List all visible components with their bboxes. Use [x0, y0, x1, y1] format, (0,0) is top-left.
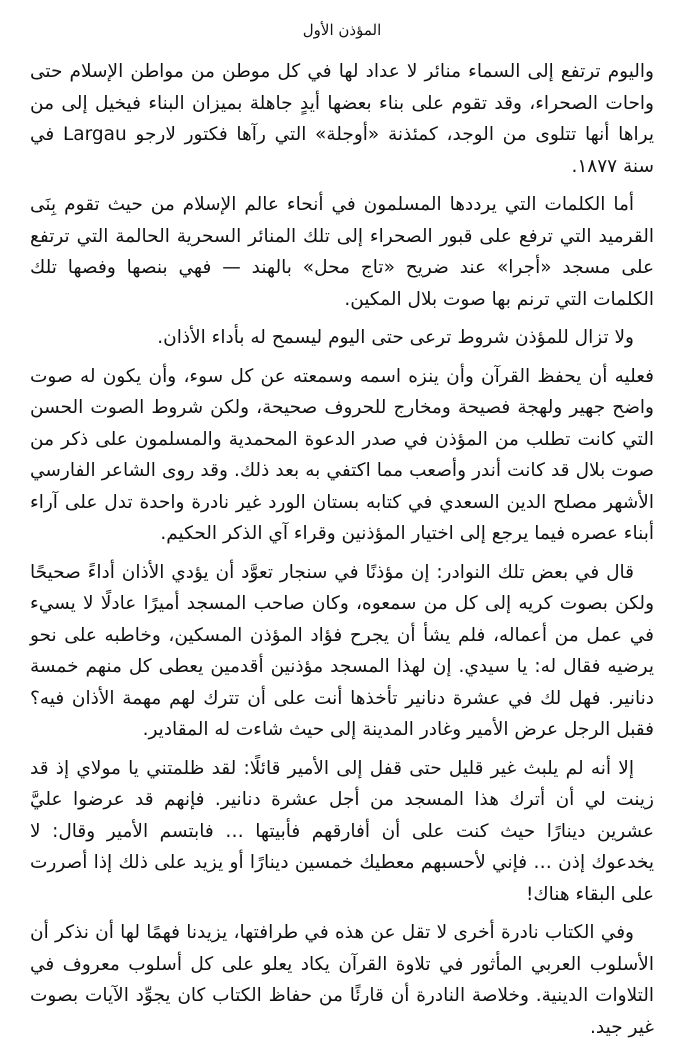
- paragraph-emir-reply: إلا أنه لم يلبث غير قليل حتى قفل إلى الأمير قائلًا: لقد ظلمتني يا مولاي إذ قد زينت لي أن أترك هذا المسجد من أجل عشرة دنانير. فإنهم قد عرضوا عليَّ عشرين دينارًا حيث كنت على أن أفارقهم فأبيتها … فابتسم الأمير وقال: لا يخدعوك إذن … فإني لأحسبهم معطيك خمسين دينارًا أو يزيد على ذلك إذا أصررت على البقاء هناك!: [30, 757, 654, 905]
- paragraph-minarets: واليوم ترتفع إلى السماء منائر لا عداد لها في كل موطن من مواطن الإسلام حتى واحات الصحراء، وقد تقوم على بناء بعضها أيدٍ جاهلة بميزان البناء فيخيل إلى من يراها أنها تتلوى من الوجد، كمئذنة «أوجلة» التي رآها فكتور لارجو Largau في سنة ١٨٧٧.: [30, 61, 654, 177]
- paragraph-sinjar-anecdote: قال في بعض تلك النوادر: إن مؤذنًا في سنجار تعوَّد أن يؤدي الأذان أداءً صحيحًا ولكن بصوت كريه إلى كل من سمعوه، وكان صاحب المسجد أميرًا عادلًا لا يسيء في عمل من أعماله، فلم يشأ أن يجرح فؤاد المؤذن المسكين، وخاطبه على نحو يرضيه فقال له: يا سيدي. إن لهذا المسجد مؤذنين أقدمين يعطى كل منهم خمسة دنانير. فهل لك في عشرة دنانير تأخذها أنت على أن تترك لهم مهمة الأذان فيه؟ فقبل الرجل عرض الأمير وغادر المدينة إلى حيث شاءت له المقادير.: [30, 561, 654, 740]
- running-header: المؤذن الأول: [302, 21, 382, 39]
- paragraph-another-anecdote: وفي الكتاب نادرة أخرى لا تقل عن هذه في طرافتها، يزيدنا فهمًا لها أن نذكر أن الأسلوب العربي المأثور في تلاوة القرآن يكاد يعلو على كل أسلوب معروف في التلاوات الدينية. وخلاصة النادرة أن قارئًا من حفاظ الكتاب كان يجوِّد الآيات بصوت غير جيد.: [30, 922, 654, 1038]
- paragraph-voice-requirements: فعليه أن يحفظ القرآن وأن ينزه اسمه وسمعته عن كل سوء، وأن يكون له صوت واضح جهير ولهجة فصيحة ومخارج للحروف صحيحة، ولكن شروط الصوت الحسن التي كانت تطلب من المؤذن في صدر الدعوة المحمدية والمسلمون على ذكر من صوت بلال قد كانت أندر وأصعب مما اكتفي به بعد ذلك. وقد روى الشاعر الفارسي الأشهر مصلح الدين السعدي في كتابه بستان الورد غير نادرة واحدة تدل على آراء أبناء عصره فيما يرجع إلى اختيار المؤذنين وقراء آي الذكر الحكيم.: [30, 365, 654, 544]
- body-text: [30, 56, 654, 1043]
- paragraph-muezzin-conditions: ولا تزال للمؤذن شروط ترعى حتى اليوم ليسمح له بأداء الأذان.: [157, 327, 634, 348]
- paragraph-adhan-words: أما الكلمات التي يرددها المسلمون في أنحاء عالم الإسلام من حيث تقوم بِنَى القرميد التي ترفع على قبور الصحراء إلى تلك المنائر السحرية الحالمة التي ترتفع على مسجد «أجرا» عند ضريح «تاج محل» بالهند — فهي بنصها وفصها تلك الكلمات التي ترنم بها صوت بلال المكين.: [30, 194, 654, 310]
- book-page: [30, 20, 654, 1038]
